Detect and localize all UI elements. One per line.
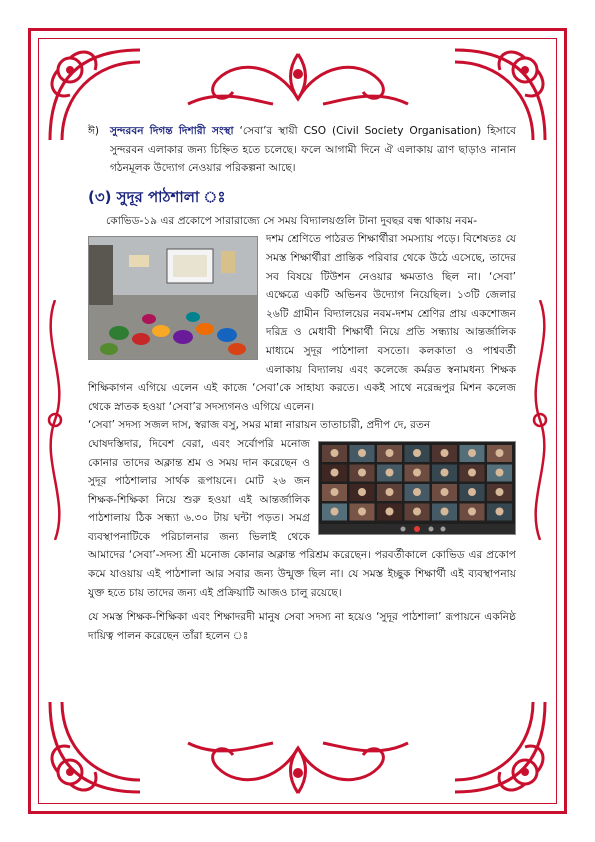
right-side-ornament (525, 300, 555, 540)
participant-avatar (496, 468, 504, 476)
participant-avatar (441, 449, 449, 457)
participant-avatar (468, 507, 476, 515)
classroom-photo (88, 236, 258, 360)
participant-avatar (413, 488, 421, 496)
section-title: (৩) সুদূর পাঠশালা ঃ (88, 187, 226, 206)
participant-avatar (496, 488, 504, 496)
participant-avatar (358, 449, 366, 457)
corner-ornament-bottom-left (40, 692, 150, 802)
participant-avatar (386, 468, 394, 476)
participant-avatar (496, 507, 504, 515)
participant-avatar (386, 488, 394, 496)
organisation-name: সুন্দরবন দিগন্ত দিশারী সংস্থা (110, 125, 234, 137)
online-meeting-screenshot (318, 441, 516, 535)
participant-avatar (331, 488, 339, 496)
page-content (88, 122, 516, 645)
participant-avatar (441, 468, 449, 476)
participant-avatar (331, 449, 339, 457)
item-marker: ঈ) (88, 125, 100, 137)
participant-avatar (386, 449, 394, 457)
paragraph-closing: যে সমস্ত শিক্ষক-শিক্ষিকা এবং শিক্ষাদরদী মানুষ সেবা সদস্য না হয়েও ‘সুদূর পাঠশালা’ রূপায়নে একনিষ্ঠ দায়িত্ব পালন করেছেন তাঁরা হলেন ঃ (88, 611, 516, 642)
corner-ornament-bottom-right (445, 692, 555, 802)
item-text (110, 122, 516, 178)
participant-avatar (331, 507, 339, 515)
participant-avatar (413, 468, 421, 476)
participant-avatar (413, 507, 421, 515)
header-ornament (178, 44, 418, 114)
participant-avatar (386, 507, 394, 515)
footer-ornament (178, 733, 418, 803)
participant-avatar (358, 507, 366, 515)
item-body: ‘সেবা’র স্থায়ী CSO (Civil Society Organisation) হিসাবে সুন্দরবন এলাকার জন্য চিহ্নিত হতে চলেছে। ফলে আগামী দিনে ঐ এলাকায় ত্রাণ ছাড়াও নানান গঠনমূলক উদ্যোগ নেওয়ার পরিকল্পনা আছে। (110, 125, 516, 175)
left-side-ornament (40, 300, 70, 540)
participant-avatar (468, 488, 476, 496)
participant-avatar (358, 468, 366, 476)
paragraph-body: দশম শ্রেণিতে পাঠরত শিক্ষার্থীরা সমস্যায় পড়ে। বিশেষতঃ যে সমস্ত শিক্ষার্থীরা প্রান্তিক পরিবার থেকে উঠে এসেছে, তাদের সব বিষয়ে টিউশন নেওয়ার ক্ষমতাও ছিল না। ‘সেবা’ এক্ষেত্রে একটি অভিনব উদ্যোগ নিয়েছিল। ১৩টি জেলার ২৬টি গ্রামীন বিদ্যালয়ের নবম-দশম শ্রেণির প্রায় একশোজন দরিদ্র ও মেধাবী শিক্ষার্থী নিয়ে প্রতি সন্ধ্যায় আন্তর্জালিক মাধ্যমে সুদূর পাঠশালা বসতো। কলকাতা ও পাশ্ববর্তী এলাকায় বিদ্যালয় এবং কলেজে কর্মরত স্বনামধন্য শিক্ষক শিক্ষিকাগন এগিয়ে এলেন এই কাজে ‘সেবা’কে সাহায্য করতে। একই সাথে নরেন্দ্রপুর মিশন কলেজ থেকে স্নাতক হওয়া ‘সেবা’র সদস্যগনও এগিয়ে এলেন। (88, 233, 516, 413)
paragraph-volunteers: ‘সেবা’ সদস্য সজল দাস, স্বরাজ বসু, সমর মান্না নারায়ন তাতাচারী, প্রদীপ দে, রতন (88, 419, 431, 432)
participant-avatar (331, 468, 339, 476)
participant-avatar (468, 468, 476, 476)
participant-avatar (496, 449, 504, 457)
participant-avatar (441, 507, 449, 515)
list-item (88, 122, 516, 178)
participant-avatar (358, 488, 366, 496)
participant-avatar (413, 449, 421, 457)
participant-avatar (468, 449, 476, 457)
participant-avatar (441, 488, 449, 496)
paragraph-details: ঘোষদস্তিদার, দিবেশ বেরা, এবং সর্বোপরি মনোজ কোনার তাদের অক্লান্ত শ্রম ও সময় দান করেছেন ও সুদূর পাঠশালার সার্থক রূপায়নে। মোট ২৬ জন শিক্ষক-শিক্ষিকা নিয়ে শুরু হওয়া এই আন্তর্জালিক পাঠশালায় ঠিক সন্ধ্যা ৬.৩০ টায় ঘন্টা পড়ত। সমগ্র ব্যবস্থাপনাটিকে পরিচালনার জন্য ভিলাই থেকে আমাদের ‘সেবা’-সদস্য শ্রী মনোজ কোনার অক্লান্ত পরিশ্রম করেছেন। পরবর্তীকালে কোভিড এর প্রকোপ কমে যাওয়ায় এই পাঠশালা আর সবার জন্য উন্মুক্ত ছিল না। যে সমস্ত ইচ্ছুক শিক্ষার্থী এই ব্যবস্থাপনায় যুক্ত হতে চায় তাদের জন্য এই প্রক্রিয়াটি আজও চালু রয়েছে। (88, 437, 516, 599)
paragraph-intro: কোভিড-১৯ এর প্রকোপে সারারাজ্যে সে সময় বিদ্যালয়গুলি টানা দুবছর বন্ধ থাকায় নবম- (106, 214, 478, 227)
